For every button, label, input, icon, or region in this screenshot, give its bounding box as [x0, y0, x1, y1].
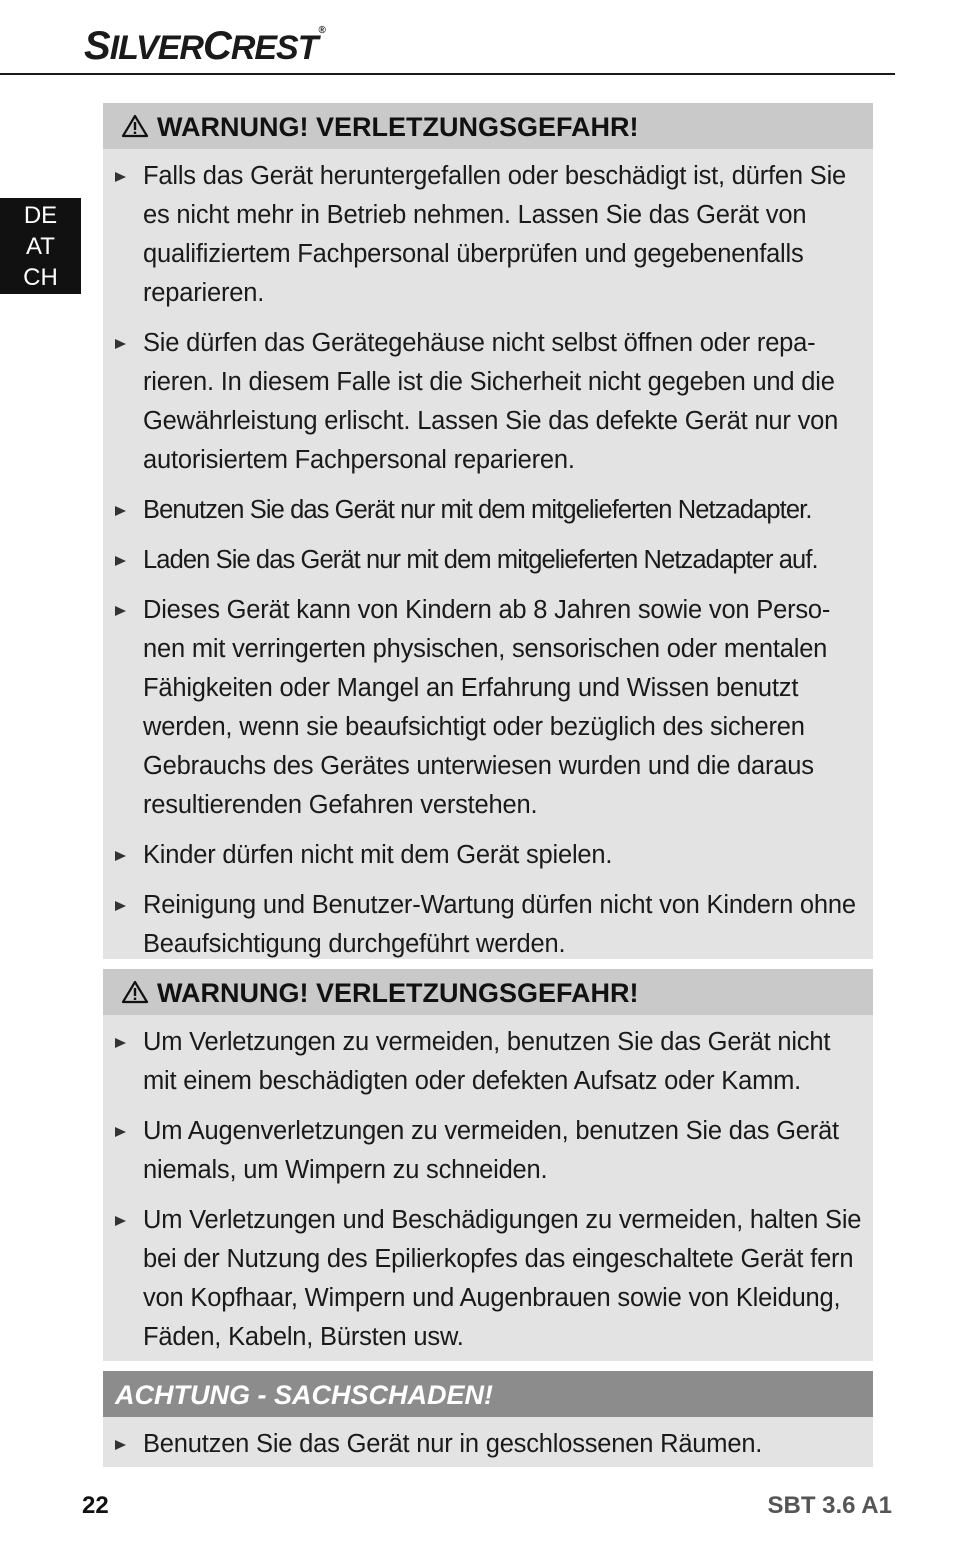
bullet-arrow-icon [115, 339, 126, 349]
warning-box-injury-1 [103, 103, 873, 959]
language-code: DE [23, 202, 58, 229]
page-number: 22 [82, 1492, 109, 1519]
warning-box-injury-2 [103, 969, 873, 1361]
warning-triangle-icon [121, 980, 149, 1004]
list-item: Laden Sie das Gerät nur mit dem mitgelieferten Netzadapter auf. [103, 541, 873, 580]
bullet-arrow-icon [115, 556, 126, 566]
list-item: Sie dürfen das Gerätegehäuse nicht selbst öffnen oder repa-rieren. In diesem Falle ist die Sicherheit nicht gegeben und die Gewährleistung erlischt. Lassen Sie das defekte Gerät nur von autorisiertem Fachpersonal reparieren. [103, 324, 873, 480]
list-item: Reinigung und Benutzer-Wartung dürfen nicht von Kindern ohne Beaufsichtigung durchgeführt werden. [103, 886, 873, 964]
list-item: Kinder dürfen nicht mit dem Gerät spielen. [103, 836, 873, 875]
bullet-arrow-icon [115, 1440, 126, 1450]
list-item: Um Verletzungen zu vermeiden, benutzen Sie das Gerät nicht mit einem beschädigten oder defekten Aufsatz oder Kamm. [103, 1023, 873, 1101]
warning-list [103, 149, 873, 964]
bullet-arrow-icon [115, 1038, 126, 1048]
bullet-arrow-icon [115, 172, 126, 182]
bullet-arrow-icon [115, 506, 126, 516]
warning-heading: WARNUNG! VERLETZUNGSGEFAHR! [103, 103, 873, 149]
caution-box-property-damage [103, 1371, 873, 1467]
bullet-arrow-icon [115, 606, 126, 616]
list-item: Benutzen Sie das Gerät nur in geschlossenen Räumen. [103, 1425, 873, 1464]
brand-logo: SILVERCREST® [84, 24, 325, 68]
language-code: AT [26, 233, 55, 260]
warning-heading: WARNUNG! VERLETZUNGSGEFAHR! [103, 969, 873, 1015]
warning-list [103, 1015, 873, 1357]
caution-list [103, 1417, 873, 1464]
language-code: CH [23, 264, 58, 291]
list-item: Dieses Gerät kann von Kindern ab 8 Jahren sowie von Perso-nen mit verringerten physischen, sensorischen oder mentalen Fähigkeiten oder Mangel an Erfahrung und Wissen benutzt werden, wenn sie beaufsichtigt oder bezüglich des sicheren Gebrauchs des Gerätes unterwiesen wurden und die daraus resultierenden Gefahren verstehen. [103, 591, 873, 825]
bullet-arrow-icon [115, 901, 126, 911]
language-tab [0, 198, 81, 294]
caution-heading: ACHTUNG - SACHSCHADEN! [103, 1371, 873, 1417]
list-item: Um Augenverletzungen zu vermeiden, benutzen Sie das Gerät niemals, um Wimpern zu schneiden. [103, 1112, 873, 1190]
header-divider [0, 73, 895, 75]
list-item: Benutzen Sie das Gerät nur mit dem mitgelieferten Netzadapter. [103, 491, 873, 530]
warning-triangle-icon [121, 114, 149, 138]
list-item: Um Verletzungen und Beschädigungen zu vermeiden, halten Sie bei der Nutzung des Epilierkopfes das eingeschaltete Gerät fern von Kopfhaar, Wimpern und Augenbrauen sowie von Kleidung, Fäden, Kabeln, Bürsten usw. [103, 1201, 873, 1357]
bullet-arrow-icon [115, 851, 126, 861]
bullet-arrow-icon [115, 1216, 126, 1226]
model-number: SBT 3.6 A1 [767, 1492, 892, 1519]
list-item: Falls das Gerät heruntergefallen oder beschädigt ist, dürfen Sie es nicht mehr in Betrieb nehmen. Lassen Sie das Gerät von qualifiziertem Fachpersonal überprüfen und gegebenenfalls reparieren. [103, 157, 873, 313]
bullet-arrow-icon [115, 1127, 126, 1137]
